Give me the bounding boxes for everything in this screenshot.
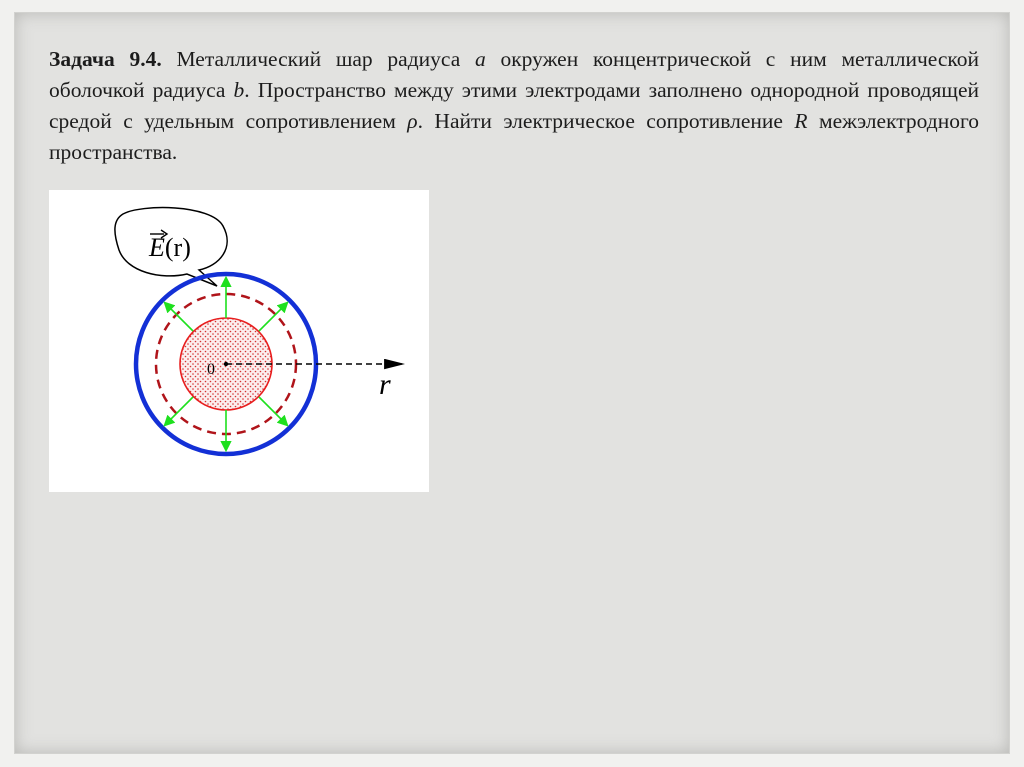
- problem-text-1: Металлический шар радиуса: [161, 47, 475, 71]
- problem-statement: [49, 44, 979, 168]
- field-arrow-upleft: [165, 303, 193, 331]
- origin-label: 0: [207, 361, 215, 378]
- field-arrow-downright: [259, 397, 287, 425]
- variable-b: b: [233, 78, 245, 102]
- field-arrow-downleft: [165, 397, 193, 425]
- problem-text-3: . Пространство между этими электродами заполнено однородной проводящей средой с удельным сопротивлением: [49, 78, 979, 133]
- center-point: [224, 362, 228, 366]
- problem-text-4: . Найти электрическое сопротивление: [417, 109, 795, 133]
- axis-label-r: r: [379, 368, 391, 401]
- variable-a: a: [474, 47, 486, 71]
- variable-R: R: [794, 109, 808, 133]
- problem-text-5: межэлектродного пространства.: [49, 109, 980, 164]
- diagram-figure: [49, 190, 429, 492]
- field-arrow-upright: [259, 303, 287, 331]
- field-vector-label: E(r): [149, 233, 191, 262]
- diagram-svg: [49, 190, 429, 492]
- problem-label: Задача 9.4.: [49, 47, 162, 71]
- variable-rho: ρ: [407, 109, 418, 133]
- problem-text-2: окружен концентрической с ним металлической оболочкой радиуса: [49, 47, 979, 102]
